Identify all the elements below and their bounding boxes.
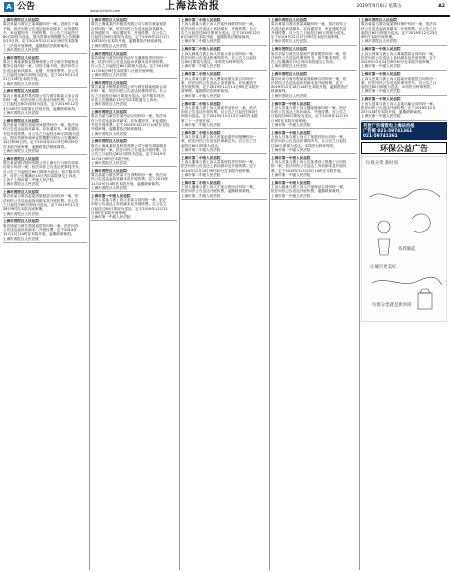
notice-text-line: 上海市第二中级人民法院 <box>181 64 221 69</box>
notice-text-line: 上海市第一中级人民法院 <box>271 173 311 177</box>
notice-text-line: 2019年12月16日9时30分在本院开庭审理。 <box>181 168 253 173</box>
court-notice <box>271 156 357 179</box>
court-notice <box>3 119 87 155</box>
notice-text-line: 决，可在公告期满后15日内向本院递交上诉状， <box>3 173 80 178</box>
notice-text-line: 十三法庭开庭审理，逾期将依法缺席裁判。 <box>3 43 72 48</box>
notice-text-line: 告之日起经过60日即视为送达。如不服本判决， <box>91 93 168 98</box>
notice-text-line: 日起经过60日即视为送达。定于2019年12月11 <box>91 206 168 211</box>
page-header <box>0 0 450 15</box>
notice-text-line: 上海市第一中级人民法院 <box>361 114 401 119</box>
court-notice <box>91 139 177 167</box>
notice-text-line: 上诉人任某与被上诉人沈某建设工程施工合同纠 <box>271 160 347 165</box>
notice-text-line: 之日起经过60日即视为送达。定于2019年11月 <box>3 73 79 78</box>
ad-slogan: 让城市更美好 <box>370 265 397 271</box>
notice-text-line: 告送达起诉状副本、应诉通知书、举证通知书及 <box>271 26 347 31</box>
notice-text-line: 上海市第二中级人民法院 <box>181 93 221 98</box>
notice-heading: 上海市第二中级人民法院 <box>181 155 221 160</box>
ad-contact-box <box>361 122 447 140</box>
notice-text-line: 上海市第一中级人民法院 <box>91 215 131 220</box>
notice-text-line: 上海市普陀区人民法院 <box>3 81 39 86</box>
notice-divider <box>271 45 357 46</box>
notice-text-line: 上海市普陀区人民法院 <box>3 211 39 216</box>
ad-contact-line: 广告部 021-59741361 <box>363 128 413 134</box>
notice-text-line: 上诉于上海市第二中级人民法院。 <box>3 178 57 183</box>
notice-text-line: 上海市普陀区人民法院 <box>3 148 39 153</box>
notice-text-line: 上海市普陀区人民法院 <box>91 160 127 165</box>
notice-text-line: 原告姜某与被告崔某物权保护纠纷一案，依法向 <box>361 22 437 27</box>
notice-text-line: 上海市第二中级人民法院 <box>181 173 221 177</box>
notice-text-line: 法向你公告送达起诉状副本及开庭传票。定于 <box>271 80 343 85</box>
notice-divider <box>271 199 357 200</box>
court-notice <box>181 72 267 100</box>
notice-text-line: 上诉人钟某与被上诉人谭某借款合同纠纷一案， <box>361 51 437 56</box>
notice-text-line: 日9时在本院开庭审理。 <box>271 118 310 123</box>
notice-heading: 上海市普陀区人民法院 <box>91 110 127 115</box>
notice-text-line: 依法向你公告送达上诉状副本及开庭传票。定于 <box>361 55 437 60</box>
notice-text-line: 及开庭传票。定于2019年12月13日9时在本院开 <box>181 85 260 90</box>
court-notice <box>91 81 177 109</box>
notice-divider <box>361 120 447 121</box>
notice-text-line: 上海市普陀区人民法院 <box>361 39 397 44</box>
notice-text-line: 上海市第二中级人民法院 <box>181 193 221 198</box>
public-ad-banner: 环保公益广告 <box>361 142 447 154</box>
notice-text-line: 3日14时在本院第五法庭开庭，逾期缺席裁判。 <box>3 106 79 111</box>
notice-text-line: 25日14时在本院开庭，逾期缺席裁判。 <box>361 110 425 115</box>
notice-heading: 上海市第一中级人民法院 <box>271 130 311 135</box>
notice-text-line: 原告孙某与被告赵某房屋租赁合同纠纷一案，依 <box>3 194 79 199</box>
court-notice <box>91 194 177 222</box>
notice-text-line: 上诉人吕某与被上诉人丁某股权转让纠纷一案， <box>271 135 347 140</box>
notice-text-line: 告送达起诉状副本、证据、开庭传票等。自公告 <box>3 68 79 73</box>
notice-text-line: 即视为送达。定于2019年12月10日14时在本院 <box>181 114 258 119</box>
website-url: www.shfazhi.com <box>90 9 121 13</box>
court-notice <box>3 190 87 218</box>
notice-heading: 上海市普陀区人民法院 <box>3 89 39 94</box>
notice-text-line: 上诉人董某与被上诉人袁某侵权责任纠纷一案， <box>181 160 257 165</box>
newspaper-masthead: 上海法治报 <box>165 1 220 12</box>
notice-text-line: 上海市第一中级人民法院 <box>361 64 401 69</box>
notice-heading: 上海市普陀区人民法院 <box>361 18 397 22</box>
issue-date: 2019年9月6日 星期五 <box>356 4 402 9</box>
notice-text-line: 告之日起经过60日即视为送达。定于2019年12月 <box>181 30 261 35</box>
court-notice <box>181 131 267 154</box>
notice-text-line: 6日14时在本院开庭，逾期将依法缺席裁判。 <box>181 35 253 40</box>
notice-column-2 <box>91 18 177 570</box>
notice-text-line: 28日9时在本院开庭审理。 <box>3 207 46 212</box>
notice-heading: 上海市普陀区人民法院 <box>91 18 127 22</box>
court-notice <box>271 131 357 154</box>
notice-divider <box>91 220 177 221</box>
section-title: 公告 <box>17 2 36 12</box>
notice-text-line: 上诉人姚某与被上诉人卢某保证合同纠纷一案， <box>271 185 347 190</box>
notice-text-line: 合同纠纷一案，依法向你公告送达起诉状副本、 <box>91 26 167 31</box>
notice-heading: 上海市第一中级人民法院 <box>361 72 401 77</box>
notice-text-line: 上海市第二中级人民法院 <box>181 148 221 153</box>
notice-text-line: 纠纷一案，依法向你公告送达开庭传票。自公告 <box>3 98 79 103</box>
notice-text-line: 上诉人肖某与被上诉人田某追索劳动报酬纠纷一 <box>181 135 257 140</box>
notice-list <box>361 18 447 121</box>
notice-text-line: 第二十一法庭开庭。 <box>181 118 214 123</box>
notice-text-line: 日起经过60日即视为送达。定于2019年12月19 <box>271 114 348 119</box>
notice-column-3 <box>181 18 267 570</box>
notice-text-line: 60日即视为送达。提出答辩状的期限为公告期满 <box>3 35 80 40</box>
notice-text-line: 上诉人汪某与被上诉人陆某房屋租赁合同纠纷一 <box>361 76 437 81</box>
notice-heading: 上海市第二中级人民法院 <box>181 101 221 106</box>
notice-divider <box>271 153 357 154</box>
notice-heading: 上海市普陀区人民法院 <box>91 168 127 173</box>
notice-divider <box>3 116 87 117</box>
notice-column-4 <box>271 18 357 570</box>
notice-text-line: 向你公告送达上诉状副本及开庭传票。自公告之 <box>91 202 167 207</box>
notice-heading: 上海市第二中级人民法院 <box>181 130 221 135</box>
notice-text-line: 原告钱某与被告郑某追偿权纠纷一案，依法向你 <box>3 223 79 228</box>
notice-text-line: 12月4日9时在本院开庭。 <box>91 156 133 161</box>
notice-text-line: 依法向你公告送达民事判决书。自公告之日起经 <box>271 139 347 144</box>
notice-text-line: 原告吴某与被告王某离婚纠纷一案，因被告下落 <box>3 22 79 27</box>
notice-text-line: 应诉通知书、举证通知书、开庭传票。自公告之 <box>91 30 167 35</box>
notice-text-line: 案，依法向你公告送达民事裁定书。自公告之日 <box>181 139 257 144</box>
notice-divider <box>3 53 87 54</box>
notice-heading: 上海市第二中级人民法院 <box>181 47 221 52</box>
notice-text-line: 原告某某银行股份有限公司上海分行与被告周某 <box>3 160 79 165</box>
court-notice <box>91 110 177 138</box>
notice-text-line: 依法向你公告送达开庭传票，逾期缺席裁判。 <box>271 189 343 194</box>
notice-text-line: 上海市普陀区人民法院 <box>271 93 307 98</box>
notice-text-line: 可在公告期满后15日内向本院递交上诉状。 <box>91 98 161 103</box>
notice-text-line: 在公告期满后15日内向本院递交上诉状。 <box>271 60 337 65</box>
notice-text-line: 原告上海某某贸易有限公司与被告陈某买卖合同 <box>3 93 79 98</box>
ad-contact-line: 021-59741361 <box>363 133 398 139</box>
notice-heading: 上海市第二中级人民法院 <box>181 18 221 22</box>
notice-divider <box>181 70 267 71</box>
notice-divider <box>91 166 177 167</box>
notice-divider <box>181 45 267 46</box>
notice-text-line: 庭审理，逾期将依法缺席裁判。 <box>181 89 232 94</box>
notice-text-line: 原告蒋某与被告蔡某离婚纠纷一案，依法向你公 <box>271 22 347 27</box>
notice-text-line: 上诉人韩某与被上诉人冯某买卖合同纠纷一案， <box>181 51 257 56</box>
notice-text-line: 开庭传票。自公告之日起经过60日即视为送达。 <box>271 30 348 35</box>
notice-divider <box>181 199 267 200</box>
notice-column-1 <box>3 18 87 570</box>
notice-heading: 上海市普陀区人民法院 <box>271 47 307 52</box>
notice-text-line: 起经过60日即视为送达。定于2019年12月23日 <box>361 30 438 35</box>
notice-text-line: 上诉人邓某与被上诉人曹某房屋买卖合同纠纷一 <box>181 76 257 81</box>
court-notice <box>3 89 87 117</box>
notice-heading: 上海市第一中级人民法院 <box>271 101 311 106</box>
notice-text-line: 公告之日起经过60日即视为送达。定于2019年 <box>91 152 166 157</box>
notice-text-line: 日起经过60日即视为送达。定于2019年12月2日 <box>91 35 170 40</box>
notice-divider <box>361 45 447 46</box>
notice-text-line: 上海市第一中级人民法院 <box>271 193 311 198</box>
notice-divider <box>361 70 447 71</box>
notice-divider <box>3 154 87 155</box>
notice-text-line: 案，依法向你公告送达上诉状副本、应诉通知书 <box>181 80 257 85</box>
notice-text-line: 12月12日14时在本院开庭，逾期缺席裁判。 <box>3 232 75 237</box>
column-divider <box>179 18 180 570</box>
notice-heading: 上海市第一中级人民法院 <box>271 155 311 160</box>
notice-heading: 上海市普陀区人民法院 <box>91 139 127 144</box>
notice-divider <box>181 99 267 100</box>
notice-text-line: 法向你公告送达起诉状副本及开庭传票。自公告 <box>3 198 79 203</box>
ad-slogan: 垃圾分类 新时尚 <box>366 161 399 167</box>
notice-text-line: 上海市普陀区人民法院 <box>91 131 127 136</box>
notice-text-line: 原告张某与被告刘某民间借贷纠纷一案，依法向 <box>3 123 79 128</box>
notice-heading: 上海市第一中级人民法院 <box>271 180 311 185</box>
edition-number: A2 <box>438 4 445 9</box>
notice-text-line: 向你公告送达开庭传票。自公告之日起经过60日 <box>181 110 258 115</box>
notice-heading: 上海市普陀区人民法院 <box>3 156 39 161</box>
notice-heading: 上海市普陀区人民法院 <box>3 18 39 22</box>
notice-text-line: 上海市普陀区人民法院 <box>91 43 127 48</box>
notice-text-line: 依法向你公告送达上诉状副本及开庭传票。定于 <box>181 164 257 169</box>
notice-text-line: 21日10时在本院开庭。 <box>3 77 41 82</box>
notice-text-line: 2019年12月18日14时在本院开庭，逾期将依法 <box>271 85 348 90</box>
notice-text-line: 服务合同纠纷一案，因你下落不明，依法向你公 <box>3 64 79 69</box>
notice-text-line: 原告上海某某信息科技有限公司与被告胡某服务 <box>91 143 167 148</box>
court-notice <box>3 219 87 242</box>
notice-divider <box>271 70 357 71</box>
notice-text-line: 上诉人彭某与被上诉人曾某劳动争议一案，依法 <box>181 105 257 110</box>
section-logo-icon: A <box>4 2 14 12</box>
notice-text-line: 自公告之日起经过60日即视为送达。定于2019年 <box>91 64 170 69</box>
ad-slogan: 垃圾分类就是新时尚 <box>372 303 412 309</box>
notice-text-line: 2019年12月24日9时30分在本院开庭审理。 <box>361 60 433 65</box>
notice-text-line: 案，依法向你公告送达起诉状副本及开庭传票。 <box>91 60 167 65</box>
notice-text-line: 原告徐某与被告何某机动车交通事故责任纠纷一 <box>91 55 167 60</box>
court-notice <box>181 47 267 70</box>
notice-text-line: 开庭审理，逾期将依法缺席裁判。 <box>91 127 145 132</box>
ad-slogan: 从我做起 <box>398 247 416 253</box>
notice-text-line: 你公告送达起诉状副本及开庭传票。定于2019年 <box>91 177 169 182</box>
court-notice <box>91 18 177 50</box>
notice-text-line: 向你公告送达上诉状副本、开庭传票。自公告之 <box>271 110 347 115</box>
notice-text-line: 11月26日9时在本院第八法庭开庭审理。 <box>91 68 157 73</box>
notice-heading: 上海市第一中级人民法院 <box>361 47 401 52</box>
notice-text-line: 上诉人苏某与被上诉人魏某继承纠纷一案，依法 <box>271 105 347 110</box>
notice-text-line: 原告上海某某物业管理有限公司与被告李某物业 <box>3 60 79 65</box>
notice-divider <box>3 87 87 88</box>
notice-text-line: 上海市第一中级人民法院 <box>271 148 311 153</box>
notice-heading: 上海市普陀区人民法院 <box>3 118 39 123</box>
notice-heading: 上海市第二中级人民法院 <box>181 180 221 185</box>
notice-text-line: 上诉人唐某与被上诉人许某民间借贷纠纷一案， <box>181 22 257 27</box>
court-notice <box>271 181 357 200</box>
notice-divider <box>91 191 177 192</box>
notice-text-line: 日9时在本院开庭审理。 <box>91 210 130 215</box>
court-notice <box>181 181 267 200</box>
notice-text-line: 依法向你公告送达开庭传票，逾期缺席裁判。 <box>181 189 253 194</box>
notice-text-line: 案，依法向你公告送达民事判决书。自公告之日 <box>361 80 437 85</box>
notice-text-line: 原告上海某某汽车租赁有限公司与被告黄某租赁 <box>91 22 167 27</box>
notice-column-5 <box>361 18 447 570</box>
notice-text-line: 上海市普陀区人民法院 <box>3 236 39 241</box>
notice-text-line: 9时在本院开庭审理。 <box>361 35 396 40</box>
notice-divider <box>271 99 357 100</box>
notice-text-line: 上海市第二中级人民法院 <box>181 123 221 128</box>
notice-heading: 上海市第一中级人民法院 <box>91 193 131 198</box>
notice-heading: 上海市普陀区人民法院 <box>91 51 127 56</box>
notice-text-line: 原告余某与被告杜某财产损害赔偿纠纷一案，依 <box>271 51 347 56</box>
notice-heading: 上海市普陀区人民法院 <box>3 219 39 224</box>
notice-text-line: 你公告送达起诉状副本、应诉通知书、举证通知 <box>91 118 167 123</box>
notice-heading: 上海市普陀区人民法院 <box>91 80 127 85</box>
public-ad-illustration <box>361 156 447 322</box>
notice-text-line: 过60日即视为送达，本判决为终审判决。 <box>271 143 337 148</box>
notice-text-line: 自公告之日起经过60日即视为送达。如不服本判 <box>3 169 80 174</box>
notice-text-line: 后15日内。定于2019年12月10日9时在本院第 <box>3 39 79 44</box>
court-notice <box>361 18 447 46</box>
notice-heading: 上海市普陀区人民法院 <box>3 190 39 195</box>
notice-text-line: 法向你公告送达民事判决书。如不服本判决，可 <box>271 55 347 60</box>
notice-text-line: 上海市第二中级人民法院 <box>181 39 221 44</box>
notice-text-line: 15日和30日内。定于2019年12月5日9时30分 <box>3 140 79 145</box>
notice-text-line: 11月29日14时在本院开庭，逾期缺席裁判。 <box>91 181 163 186</box>
court-notice <box>3 56 87 88</box>
notice-text-line: 13时30分在本院开庭，逾期将依法缺席裁判。 <box>91 39 165 44</box>
notice-heading: 上海市普陀区人民法院 <box>271 72 307 77</box>
notice-divider <box>91 108 177 109</box>
notice-divider <box>181 128 267 129</box>
notice-text-line: 信用卡纠纷一案，依法向你公告送达民事判决书。 <box>3 165 83 170</box>
notice-text-line: 上海市普陀区人民法院 <box>271 39 307 44</box>
notice-divider <box>3 242 87 243</box>
notice-text-line: 依法向你公告送达上诉状副本、开庭传票。自公 <box>181 26 257 31</box>
court-notice <box>271 72 357 100</box>
ad-contact-line: 刊登广告请致电上海法治报 <box>363 123 415 129</box>
court-notice <box>181 18 267 46</box>
notice-divider <box>271 178 357 179</box>
court-notice <box>3 157 87 189</box>
notice-text-line: 纠纷一案，依法向你公告送达民事判决书。自公 <box>91 89 167 94</box>
notice-text-line: 依法向你公告送达开庭传票。定于2019年12月 <box>361 105 436 110</box>
notice-text-line: 定于2019年12月17日9时在本院开庭审理。 <box>271 35 342 40</box>
notice-text-line: 公告送达起诉状副本、开庭传票。定于2019年 <box>3 228 77 233</box>
court-notice <box>91 52 177 80</box>
notice-text-line: 合同纠纷一案，依法向你公告送达开庭传票。自 <box>91 148 167 153</box>
court-notice <box>271 18 357 46</box>
notice-text-line: 书及开庭传票。定于2019年12月9日10时在本院 <box>91 123 170 128</box>
notice-text-line: 上海市普陀区人民法院 <box>91 73 127 78</box>
notice-text-line: 上海市普陀区人民法院 <box>3 182 39 187</box>
notice-text-line: 原告叶某与被告程某装饰装修合同纠纷一案，依 <box>271 76 347 81</box>
notice-text-line: 上诉人范某与被上诉人金某运输合同纠纷一案， <box>361 101 437 106</box>
column-divider <box>89 18 90 570</box>
notice-text-line: 你公告送达起诉状副本、应诉通知书、举证通知 <box>3 127 79 132</box>
notice-text-line: 上海市普陀区人民法院 <box>91 102 127 107</box>
notice-text-line: 达，提出答辩状和举证的期限分别为公告期满后 <box>3 135 79 140</box>
notice-text-line: 你公告送达起诉状副本、开庭传票。自公告之日 <box>361 26 437 31</box>
notice-heading: 上海市第二中级人民法院 <box>181 72 221 77</box>
notice-text-line: 原告马某与被告朱某劳动合同纠纷一案，依法向 <box>91 114 167 119</box>
notice-text-line: 上海市第一中级人民法院 <box>271 123 311 128</box>
notice-text-line: 不明，依法向你公告送达起诉状副本、应诉通知 <box>3 26 79 31</box>
court-notice <box>271 102 357 130</box>
notice-text-line: 原告高某与被告罗某不当得利纠纷一案，依法向 <box>91 173 167 177</box>
notice-heading: 上海市普陀区人民法院 <box>3 55 39 60</box>
court-notice <box>3 18 87 54</box>
notice-text-line: 起经过60日即视为送达。 <box>181 143 222 148</box>
court-notice <box>271 47 357 70</box>
header-rule <box>0 15 450 17</box>
column-divider <box>359 18 360 570</box>
notice-text-line: 书及开庭传票。自公告之日起经过60日即视为送 <box>3 131 80 136</box>
notice-text-line: 上海市普陀区人民法院 <box>3 110 39 115</box>
notice-text-line: 原告某某小额贷款有限公司与被告林某借款合同 <box>91 85 167 90</box>
notice-divider <box>91 49 177 50</box>
court-notice <box>181 156 267 179</box>
notice-divider <box>181 178 267 179</box>
notice-divider <box>271 128 357 129</box>
court-notice <box>361 72 447 95</box>
notice-text-line: 之日起经过60日即视为送达，定于2019年12月 <box>3 102 79 107</box>
notice-divider <box>91 78 177 79</box>
court-notice <box>361 97 447 120</box>
notice-text-line: 上海市普陀区人民法院 <box>3 48 39 53</box>
court-notice <box>361 47 447 70</box>
eco-illustration-icon <box>362 157 446 321</box>
court-notice <box>91 169 177 192</box>
notice-divider <box>3 188 87 189</box>
notice-text-line: 上诉人潘某与被上诉人于某合伙协议纠纷一案， <box>181 185 257 190</box>
notice-text-line: 上诉人梁某与被上诉人宋某合同纠纷一案，依法 <box>91 197 167 202</box>
notice-heading: 上海市第一中级人民法院 <box>361 97 401 102</box>
notice-text-line: 书、举证通知书、开庭传票。自公告之日起经过 <box>3 30 79 35</box>
notice-text-line: 上海市第一中级人民法院 <box>361 89 401 94</box>
notice-text-line: 缺席裁判。 <box>271 89 289 94</box>
notice-divider <box>181 153 267 154</box>
notice-text-line: 过60日即视为送达，本判决为终审判决。 <box>181 60 247 65</box>
notice-divider <box>3 217 87 218</box>
notice-text-line: 起经过60日即视为送达，本判决为终审判决。 <box>361 85 434 90</box>
notice-text-line: 之日起经过60日即视为送达。定于2019年11月 <box>3 203 79 208</box>
notice-text-line: 上海市普陀区人民法院 <box>271 64 307 69</box>
notice-heading: 上海市普陀区人民法院 <box>271 18 307 22</box>
notice-text-line: 票。定于2019年12月20日14时在本院开庭。 <box>271 168 345 173</box>
notice-divider <box>361 95 447 96</box>
column-divider <box>269 18 270 570</box>
notice-divider <box>91 137 177 138</box>
notice-text-line: 依法向你公告送达民事判决书。自公告之日起经 <box>181 55 257 60</box>
notice-text-line: 在本院开庭审理，逾期将依法缺席裁判。 <box>3 144 68 149</box>
court-notice <box>181 102 267 130</box>
notice-text-line: 上海市普陀区人民法院 <box>91 185 127 190</box>
notice-text-line: 纷一案，依法向你公告送达上诉状副本及开庭传 <box>271 164 347 169</box>
